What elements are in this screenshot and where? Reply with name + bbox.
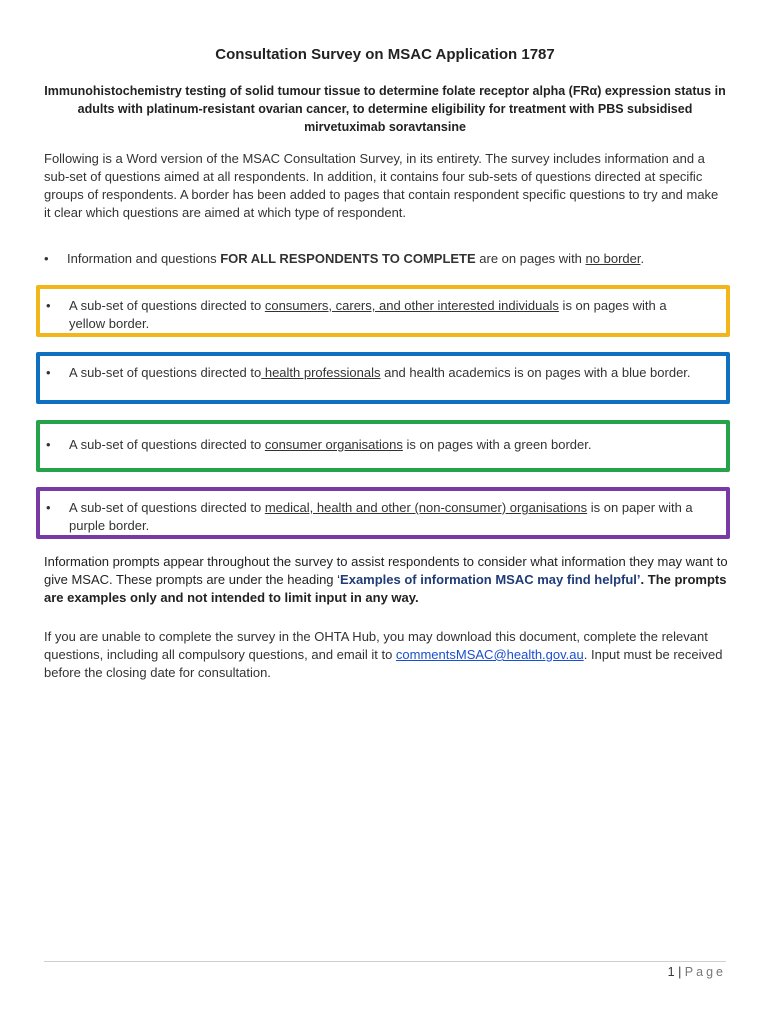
bullet-text-part: A sub-set of questions directed to [69,298,265,313]
bullet-text-part: are on pages with [475,251,586,266]
blue-border-box [36,352,730,404]
unable-text-part: If you are unable to complete the survey in the OHTA Hub, you may download this document, complete the relevant questions, including all compulsory questions, and email it to [44,629,708,662]
yellow-border-box [36,285,730,337]
page-label: Page [684,965,726,979]
info-text-part: Information prompts appear throughout the survey to assist respondents to consider what information they may want to give MSAC. These prompts are under the heading ‘ [44,554,728,587]
bullet-text [69,499,706,535]
bullet-text-part: Information and questions [67,251,221,266]
bullet-emphasis: FOR ALL RESPONDENTS TO COMPLETE [220,251,476,266]
unable-paragraph [44,628,728,682]
bullet-text-part: A sub-set of questions directed to [69,365,262,380]
bullet-text-part: and health academics is on pages with a blue border. [380,365,691,380]
bullet-text [69,364,706,382]
bullet-marker: • [46,298,51,313]
bullet-marker: • [46,437,51,452]
bullet-marker: • [44,251,49,266]
bullet-marker: • [46,500,51,515]
bullet-text [69,297,706,333]
footer-separator: | [674,965,685,979]
email-link[interactable]: commentsMSAC@health.gov.au [395,647,584,662]
bullet-underline: consumers, carers, and other interested individuals [264,298,559,313]
bullet-text-part: A sub-set of questions directed to [69,437,265,452]
bullet-underline: health professionals [261,365,381,380]
info-prompt-paragraph [44,553,728,607]
bullet-text-part: . [640,251,645,266]
footer-divider [44,961,726,962]
bullet-text-part: is on pages with a yellow border. [69,298,667,331]
bullet-text-part: A sub-set of questions directed to [69,500,265,515]
bullet-text-part: is on pages with a green border. [402,437,592,452]
bullet-underline: consumer organisations [264,437,403,452]
page-subtitle: Immunohistochemistry testing of solid tumour tissue to determine folate receptor alpha (FRα) expression status in adults with platinum-resistant ovarian cancer, to determine eligibility for treatment with PBS subsidised mirvetuximab soravtansine [44,84,726,134]
purple-border-box [36,487,730,539]
bullet-marker: • [46,365,51,380]
info-heading: Examples of information MSAC may find helpful’ [340,572,641,587]
bullet-text-part: is on paper with a purple border. [69,500,693,533]
bullet-underline: no border [585,251,641,266]
bullet-text [67,250,704,268]
unable-text-part: . Input must be received before the closing date for consultation. [44,647,723,680]
page-footer [668,965,726,979]
green-border-box [36,420,730,472]
intro-paragraph: Following is a Word version of the MSAC Consultation Survey, in its entirety. The survey includes information and a sub-set of questions aimed at all respondents. In addition, it contains four sub-sets of questions directed at specific groups of respondents. A border has been added to pages that contain respondent specific questions to try and make it clear which questions are aimed at which type of respondent. [44,151,719,220]
page-title: Consultation Survey on MSAC Application 1787 [215,46,555,63]
bullet-text [69,436,706,454]
info-text-part: . The prompts are examples only and not intended to limit input in any way. [44,572,727,605]
page-number: 1 [667,965,675,979]
bullet-underline: medical, health and other (non-consumer) organisations [264,500,588,515]
